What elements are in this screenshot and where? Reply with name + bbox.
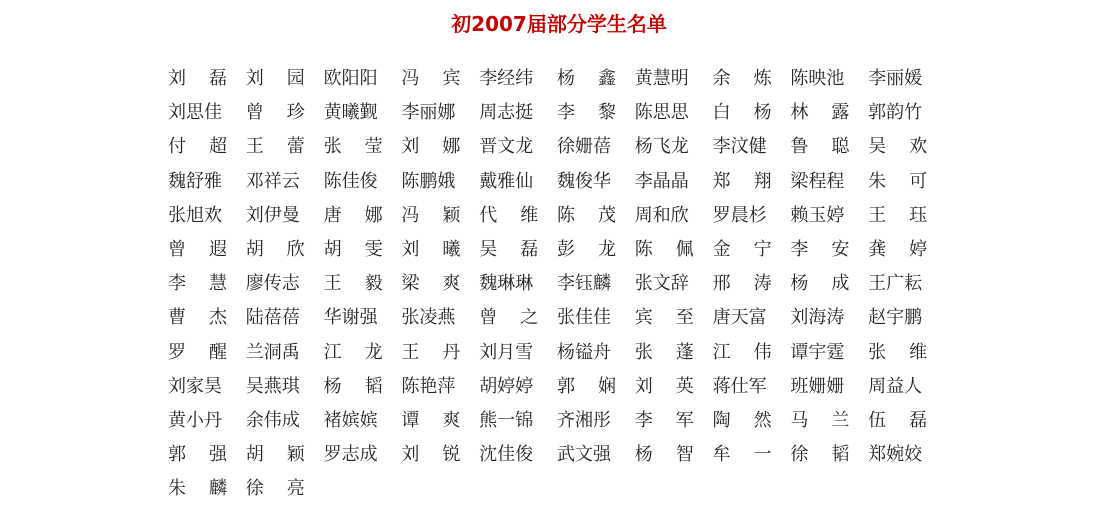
student-name: 黄小丹 <box>168 409 222 431</box>
student-name: 鲁 聪 <box>790 136 850 158</box>
student-name: 赖玉婷 <box>790 204 845 226</box>
student-name: 杨 鑫 <box>556 68 616 89</box>
student-name: 张 维 <box>868 341 928 363</box>
student-name: 宾 至 <box>634 307 694 329</box>
student-name: 胡婷婷 <box>479 375 534 397</box>
student-name: 褚嫔嫔 <box>323 409 378 431</box>
student-name: 代 维 <box>479 204 539 226</box>
student-name: 魏舒雅 <box>168 170 222 192</box>
student-name: 周志挺 <box>479 102 534 124</box>
student-name: 陈艳萍 <box>401 375 456 397</box>
student-name: 冯 颖 <box>401 204 461 226</box>
student-name-list <box>168 64 948 508</box>
student-name: 罗 醒 <box>168 341 227 363</box>
student-name: 李 安 <box>790 238 850 260</box>
student-name: 余伟成 <box>245 409 300 431</box>
student-name: 华谢强 <box>323 307 378 329</box>
student-name: 李汶健 <box>712 136 767 158</box>
student-name: 唐 娜 <box>323 204 383 226</box>
student-name: 梁 爽 <box>401 273 461 295</box>
student-name: 李经纬 <box>479 68 534 89</box>
student-name: 徐 韬 <box>790 444 850 466</box>
student-name: 陈思思 <box>634 102 689 124</box>
student-name: 郭韵竹 <box>868 102 923 124</box>
student-name: 李丽媛 <box>868 68 923 89</box>
student-name: 谭 爽 <box>401 409 461 431</box>
student-name: 唐天富 <box>712 307 767 329</box>
student-name: 刘伊曼 <box>245 204 300 226</box>
student-name: 胡 雯 <box>323 238 383 260</box>
student-name: 陆蓓蓓 <box>245 307 300 329</box>
student-name: 罗志成 <box>323 444 378 466</box>
student-name: 兰洞禹 <box>245 341 300 363</box>
student-name: 黄慧明 <box>634 68 689 89</box>
student-name: 冯 宾 <box>401 68 461 89</box>
student-name: 陶 然 <box>712 409 772 431</box>
student-name: 邢 涛 <box>712 273 772 295</box>
student-name: 黄曦觐 <box>323 102 378 124</box>
student-name: 江 伟 <box>712 341 772 363</box>
student-name: 蒋仕军 <box>712 375 767 397</box>
student-name: 朱 可 <box>868 170 928 192</box>
student-name: 张旭欢 <box>168 204 222 226</box>
student-name: 余 炼 <box>712 68 772 89</box>
student-name: 魏琳琳 <box>479 273 534 295</box>
student-name: 朱 麟 <box>168 478 227 500</box>
student-name: 邓祥云 <box>245 170 300 192</box>
student-name: 李钰麟 <box>556 273 611 295</box>
student-name: 胡 颖 <box>245 444 305 466</box>
student-name: 白 杨 <box>712 102 772 124</box>
student-name: 付 超 <box>168 136 227 158</box>
student-name: 刘 磊 <box>168 68 227 89</box>
student-name: 刘海涛 <box>790 307 845 329</box>
student-name: 刘月雪 <box>479 341 534 363</box>
student-name: 胡 欣 <box>245 238 305 260</box>
student-name: 牟 一 <box>712 444 772 466</box>
student-name: 王 丹 <box>401 341 461 363</box>
student-name: 马 兰 <box>790 409 850 431</box>
student-name: 杨镒舟 <box>556 341 611 363</box>
student-name: 熊一锦 <box>479 409 534 431</box>
student-name: 曾 遐 <box>168 238 227 260</box>
student-name: 王广耘 <box>868 273 923 295</box>
student-name: 张 莹 <box>323 136 383 158</box>
student-name: 魏俊华 <box>556 170 611 192</box>
student-name: 沈佳俊 <box>479 444 534 466</box>
student-name: 王 毅 <box>323 273 383 295</box>
student-name: 王 蕾 <box>245 136 305 158</box>
student-name: 吴 磊 <box>479 238 539 260</box>
student-name: 李丽娜 <box>401 102 456 124</box>
student-name: 郭 强 <box>168 444 227 466</box>
student-name: 张凌燕 <box>401 307 456 329</box>
student-name: 刘 娜 <box>401 136 461 158</box>
student-name: 林 露 <box>790 102 850 124</box>
student-name: 徐姗蓓 <box>556 136 611 158</box>
student-name: 杨飞龙 <box>634 136 689 158</box>
student-name: 谭宇霆 <box>790 341 845 363</box>
student-name: 周和欣 <box>634 204 689 226</box>
student-name: 李 慧 <box>168 273 227 295</box>
student-name: 刘思佳 <box>168 102 222 124</box>
student-name: 徐 亮 <box>245 478 305 500</box>
student-name: 罗晨杉 <box>712 204 767 226</box>
student-name: 梁程程 <box>790 170 845 192</box>
student-name: 戴雅仙 <box>479 170 534 192</box>
student-name: 齐湘彤 <box>556 409 611 431</box>
student-name: 郭 娴 <box>556 375 616 397</box>
student-name: 王 珏 <box>868 204 928 226</box>
student-name: 曾 珍 <box>245 102 305 124</box>
student-name: 伍 磊 <box>868 409 928 431</box>
student-name: 刘 曦 <box>401 238 461 260</box>
student-name: 吴燕琪 <box>245 375 300 397</box>
student-name: 金 宁 <box>712 238 772 260</box>
student-name: 班姗姗 <box>790 375 845 397</box>
student-name: 欧阳阳 <box>323 68 378 89</box>
student-name: 杨 成 <box>790 273 850 295</box>
student-name: 江 龙 <box>323 341 383 363</box>
student-name: 张文辞 <box>634 273 689 295</box>
student-name: 李 军 <box>634 409 694 431</box>
student-name: 周益人 <box>868 375 923 397</box>
student-name: 刘 园 <box>245 68 305 89</box>
student-name: 杨 智 <box>634 444 694 466</box>
student-name: 李 黎 <box>556 102 616 124</box>
student-name: 曾 之 <box>479 307 539 329</box>
student-name: 陈鹏娥 <box>401 170 456 192</box>
student-name: 刘家昊 <box>168 375 222 397</box>
student-name: 彭 龙 <box>556 238 616 260</box>
student-name: 郑婉姣 <box>868 444 923 466</box>
student-name: 赵宇鹏 <box>868 307 923 329</box>
student-name: 刘 英 <box>634 375 694 397</box>
student-name: 郑 翔 <box>712 170 772 192</box>
student-name: 陈 茂 <box>556 204 616 226</box>
student-name: 龚 婷 <box>868 238 928 260</box>
student-name: 曹 杰 <box>168 307 227 329</box>
student-name: 吴 欢 <box>868 136 928 158</box>
page-title: 初2007届部分学生名单 <box>451 12 667 36</box>
student-name: 刘 锐 <box>401 444 461 466</box>
student-name: 张佳佳 <box>556 307 611 329</box>
student-name: 杨 韬 <box>323 375 383 397</box>
student-name: 张 蓬 <box>634 341 694 363</box>
student-name: 武文强 <box>556 444 611 466</box>
student-name: 陈映池 <box>790 68 845 89</box>
student-name: 晋文龙 <box>479 136 534 158</box>
student-name: 陈 佩 <box>634 238 694 260</box>
student-name: 陈佳俊 <box>323 170 378 192</box>
student-name: 李晶晶 <box>634 170 689 192</box>
student-name: 廖传志 <box>245 273 300 295</box>
